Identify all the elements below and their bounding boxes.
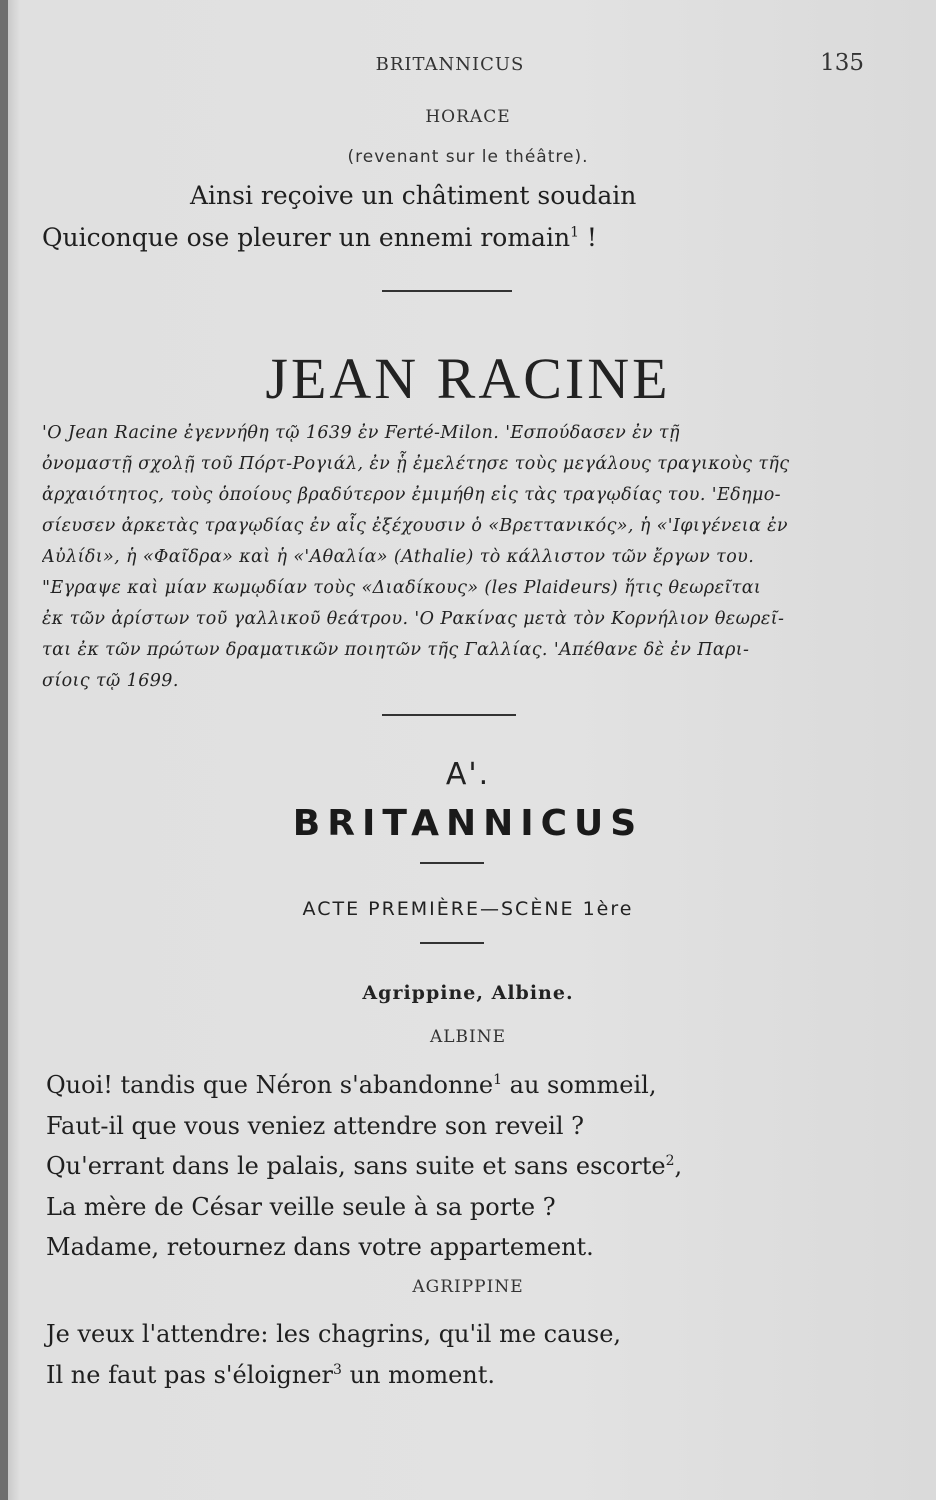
divider-rule	[382, 290, 512, 292]
scene-heading: ACTE PREMIÈRE—SCÈNE 1ère	[302, 898, 634, 920]
divider-rule	[382, 714, 516, 716]
verse-line	[46, 1106, 682, 1147]
agrippine-speech	[46, 1314, 621, 1395]
author-biography	[42, 418, 866, 697]
verse-line	[46, 1355, 621, 1396]
bio-line: σίοις τῷ 1699.	[42, 671, 179, 691]
footnote-marker: 3	[333, 1361, 342, 1378]
characters-list: Agrippine, Albine.	[362, 982, 574, 1004]
verse-line	[46, 1227, 682, 1268]
play-title: BRITANNICUS	[292, 803, 644, 844]
book-spine-shadow	[0, 0, 8, 1500]
bio-line: "Εγραψε καὶ μίαν κωμῳδίαν τοὺς «Διαδίκους» (les Plaideurs) ἥτις θεωρεῖται	[42, 578, 762, 598]
author-title: JEAN RACINE	[265, 346, 671, 411]
page-header	[0, 50, 936, 80]
bio-line: Αὐλίδι», ἡ «Φαῖδρα» καὶ ἡ «'Αθαλία» (Athalie) τὸ κάλλιστον τῶν ἔργων του.	[42, 547, 755, 567]
verse-text: Il ne faut pas s'éloigner	[46, 1360, 334, 1389]
verse-text: Quiconque ose pleurer un ennemi romain	[42, 223, 571, 252]
stage-direction: (revenant sur le théâtre).	[347, 147, 589, 167]
divider-rule	[420, 862, 484, 864]
verse-text: La mère de César veille seule à sa porte ?	[46, 1192, 556, 1221]
divider-rule	[420, 942, 484, 944]
footnote-marker: 2	[665, 1153, 675, 1169]
bio-line: 'Ο Jean Racine ἐγεννήθη τῷ 1639 ἐν Ferté-Milon. 'Εσπούδασεν ἐν τῇ	[42, 423, 680, 443]
running-title: BRITANNICUS	[375, 54, 525, 75]
verse-text: Madame, retournez dans votre appartement.	[46, 1233, 594, 1261]
verse-text: Qu'errant dans le palais, sans suite et sans escorte	[46, 1152, 666, 1180]
verse-text: !	[578, 223, 597, 252]
speaker-horace: HORACE	[425, 107, 511, 127]
speaker-agrippine: AGRIPPINE	[412, 1277, 524, 1297]
bio-line: ὀνομαστῇ σχολῇ τοῦ Πόρτ-Ρογιάλ, ἐν ᾗ ἐμελέτησε τοὺς μεγάλους τραγικοὺς τῆς	[42, 454, 790, 474]
footnote-marker: 1	[570, 224, 579, 241]
verse-text: ,	[674, 1152, 683, 1180]
verse-text: un moment.	[341, 1360, 496, 1389]
act-letter: A'.	[445, 757, 491, 792]
verse-text: Je veux l'attendre: les chagrins, qu'il me cause,	[46, 1320, 622, 1348]
verse-line	[46, 1187, 682, 1228]
verse-text: Quoi! tandis que Néron s'abandonne	[46, 1071, 494, 1099]
footnote-marker: 1	[493, 1072, 502, 1088]
bio-line: ἐκ τῶν ἀρίστων τοῦ γαλλικοῦ θεάτρου. 'Ο Ρακίνας μετὰ τὸν Κορνήλιον θεωρεῖ-	[42, 609, 785, 629]
verse-text: Faut-il que vous veniez attendre son reveil ?	[46, 1111, 585, 1140]
verse-line	[190, 175, 636, 217]
verse-text: Ainsi reçoive un châtiment soudain	[190, 181, 637, 210]
verse-line	[42, 217, 597, 259]
verse-line	[46, 1146, 682, 1187]
verse-line	[46, 1065, 682, 1106]
bio-line: ται ἐκ τῶν πρώτων δραματικῶν ποιητῶν τῆς Γαλλίας. 'Απέθανε δὲ ἐν Παρι-	[42, 640, 750, 660]
albine-speech	[46, 1065, 682, 1268]
speaker-albine: ALBINE	[429, 1027, 507, 1047]
verse-line	[46, 1314, 621, 1355]
bio-line: ἀρχαιότητος, τοὺς ὁποίους βραδύτερον ἐμιμήθη εἰς τὰς τραγῳδίας του. 'Εδημο-	[42, 485, 781, 505]
bio-line: σίευσεν ἀρκετὰς τραγῳδίας ἐν αἷς ἐξέχουσιν ὁ «Βρεττανικός», ἡ «'Ιφιγένεια ἐν	[42, 516, 788, 536]
verse-text: au sommeil,	[502, 1071, 657, 1099]
page-number: 135	[820, 50, 864, 76]
